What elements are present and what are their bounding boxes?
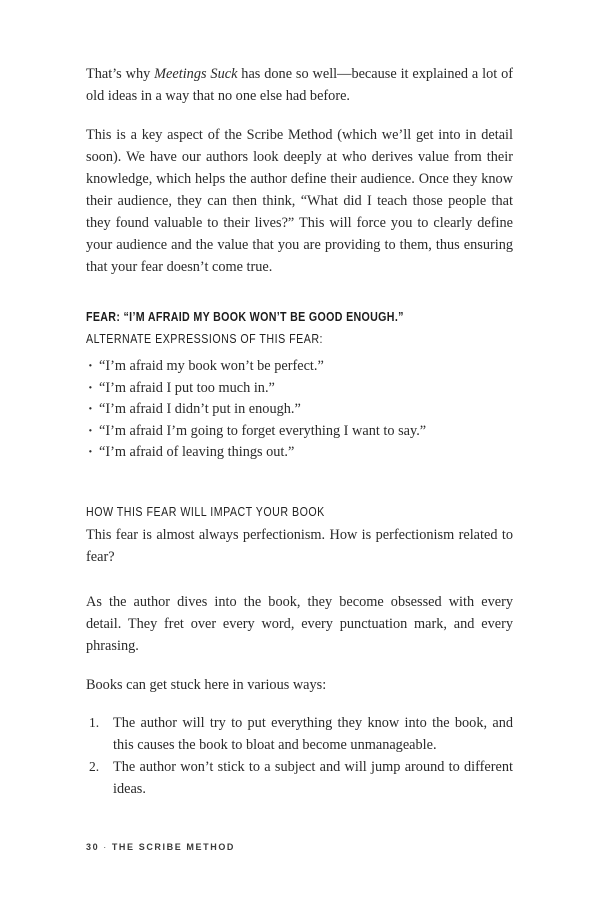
- list-item: [86, 399, 513, 421]
- list-item-text: “I’m afraid I didn’t put in enough.”: [99, 401, 301, 417]
- alternate-expressions-heading: ALTERNATE EXPRESSIONS OF THIS FEAR:: [86, 331, 323, 346]
- list-item-text: “I’m afraid my book won’t be perfect.”: [99, 358, 324, 374]
- paragraph-scribe-method: This is a key aspect of the Scribe Method (which we’ll get into in detail soon). We have our authors look deeply at who derives value from their knowledge, which helps the author define their audience. Once they know their audience, they can then think, “What did I teach those people that they found valuable to their lives?” This will force you to clearly define your audience and the value that you are providing to them, thus ensuring that your fear doesn’t come true.: [86, 127, 513, 275]
- page-number: 30: [86, 842, 100, 852]
- numbered-item: [86, 712, 513, 756]
- impact-heading: HOW THIS FEAR WILL IMPACT YOUR BOOK: [86, 503, 325, 519]
- list-item: [86, 356, 513, 378]
- bullet-icon: ·: [88, 401, 93, 417]
- numbered-list: [86, 712, 513, 800]
- list-item: [86, 378, 513, 400]
- fear-expressions-list: [86, 356, 513, 464]
- content-column: [86, 0, 513, 800]
- book-title: THE SCRIBE METHOD: [111, 842, 236, 852]
- numbered-item: [86, 756, 513, 800]
- paragraph-perfectionism: This fear is almost always perfectionism. How is perfectionism related to fear?: [86, 526, 513, 565]
- bullet-icon: ·: [88, 422, 93, 439]
- paragraph-intro-pre: That’s why: [86, 66, 155, 82]
- footer-separator: ·: [103, 842, 108, 852]
- italic-book-title: Meetings Suck: [154, 66, 238, 82]
- bullet-icon: ·: [88, 444, 93, 460]
- list-item: [86, 421, 513, 443]
- item-text: The author will try to put everything they know into the book, and this causes the book to bloat and become unmanageable.: [113, 714, 513, 753]
- paragraph-author-dives: As the author dives into the book, they become obsessed with every detail. They fret over every word, every punctuation mark, and every phrasing.: [86, 593, 513, 654]
- list-item-text: “I’m afraid of leaving things out.”: [99, 444, 295, 460]
- paragraph-books-stuck: Books can get stuck here in various ways:: [86, 676, 327, 693]
- list-item: [86, 442, 513, 464]
- bullet-icon: ·: [88, 379, 93, 396]
- list-item-text: “I’m afraid I put too much in.”: [99, 379, 275, 396]
- page-footer: [86, 842, 235, 852]
- item-number: 1.: [89, 714, 100, 730]
- bullet-icon: ·: [88, 358, 93, 374]
- fear-heading: FEAR: “I’M AFRAID MY BOOK WON’T BE GOOD ENOUGH.”: [86, 309, 404, 324]
- item-text: The author won’t stick to a subject and will jump around to different ideas.: [113, 758, 513, 797]
- paragraph-intro-post: has done so well—because it explained a lot of old ideas in a way that no one else had before.: [86, 66, 513, 104]
- paragraph-intro: [86, 63, 513, 107]
- list-item-text: “I’m afraid I’m going to forget everything I want to say.”: [99, 422, 427, 439]
- item-number: 2.: [89, 758, 100, 774]
